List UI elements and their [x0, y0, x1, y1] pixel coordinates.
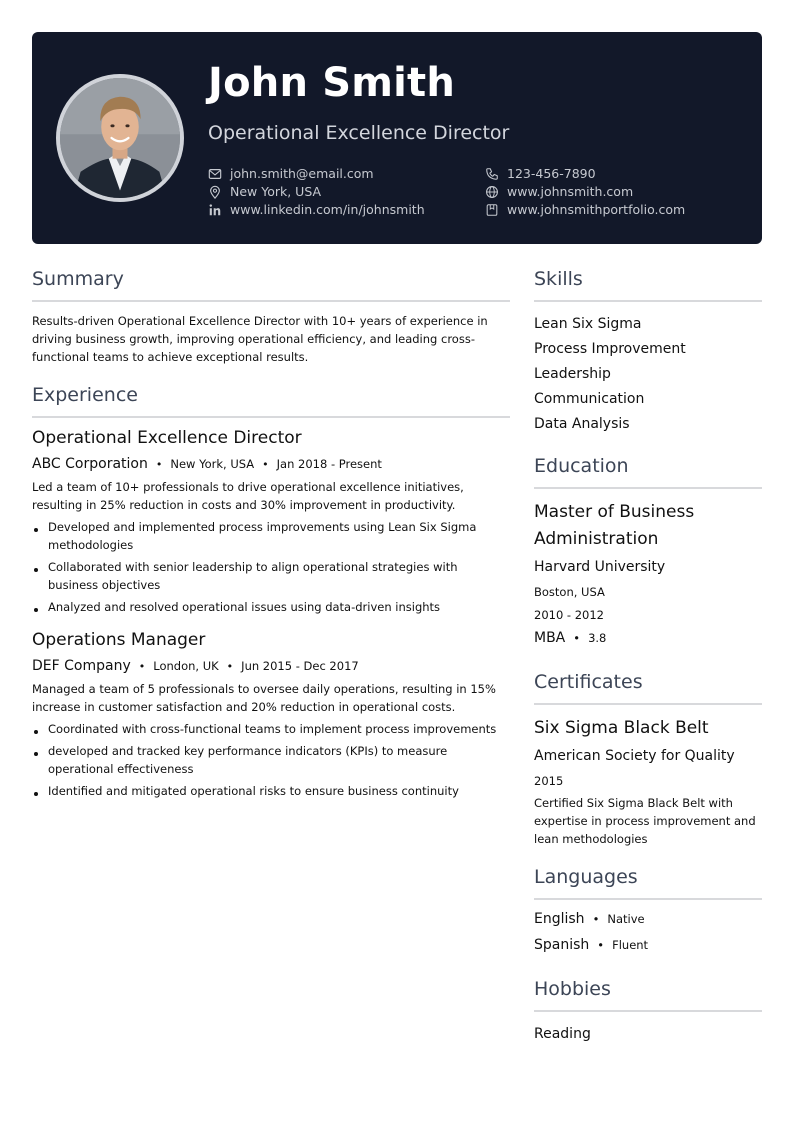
- candidate-title: Operational Excellence Director: [208, 122, 510, 144]
- job-bullet: Analyzed and resolved operational issues using data-driven insights: [32, 598, 510, 616]
- separator-dot: •: [573, 631, 581, 645]
- hobbies-heading: Hobbies: [534, 978, 762, 1012]
- summary-heading: Summary: [32, 268, 510, 302]
- language-level: Fluent: [612, 938, 649, 952]
- skill-item: Communication: [534, 391, 645, 407]
- skill-item: Leadership: [534, 366, 611, 382]
- experience-section: [32, 384, 510, 800]
- main-column: [32, 268, 510, 804]
- job-bullet: Identified and mitigated operational risks to ensure business continuity: [32, 782, 510, 800]
- separator-dot: •: [592, 912, 600, 926]
- job-bullet: Collaborated with senior leadership to align operational strategies with business objectives: [32, 558, 510, 594]
- contact-website[interactable]: [485, 184, 633, 199]
- skills-heading: Skills: [534, 268, 762, 302]
- language-name: English: [534, 911, 585, 927]
- contact-linkedin[interactable]: [208, 202, 425, 217]
- contact-email-text: john.smith@email.com: [230, 166, 374, 181]
- hobby-item: Reading: [534, 1026, 591, 1042]
- job-location: London, UK: [153, 659, 219, 673]
- profile-photo: [56, 74, 184, 202]
- profile-photo-illustration: [60, 78, 180, 198]
- job-entry: [32, 428, 510, 616]
- experience-heading: Experience: [32, 384, 510, 418]
- job-meta: [32, 658, 510, 674]
- hobbies-section: [534, 978, 762, 1047]
- certificates-section: [534, 671, 762, 848]
- phone-icon: [485, 167, 499, 181]
- contact-portfolio[interactable]: [485, 202, 685, 217]
- separator-dot: •: [597, 938, 605, 952]
- education-degree: Master of Business Administration: [534, 502, 695, 549]
- job-company: ABC Corporation: [32, 456, 148, 472]
- separator-dot: •: [226, 660, 234, 673]
- separator-dot: •: [155, 458, 163, 471]
- contact-location-text: New York, USA: [230, 184, 322, 199]
- separator-dot: •: [138, 660, 146, 673]
- certificate-issuer: American Society for Quality: [534, 748, 735, 764]
- education-school: Harvard University: [534, 559, 666, 575]
- mail-icon: [208, 167, 222, 181]
- linkedin-icon: [208, 203, 222, 217]
- languages-section: [534, 866, 762, 954]
- sidebar-column: [534, 268, 762, 1047]
- job-dates: Jun 2015 - Dec 2017: [241, 659, 359, 673]
- education-location: Boston, USA: [534, 585, 605, 599]
- skill-item: Process Improvement: [534, 341, 686, 357]
- job-company: DEF Company: [32, 658, 131, 674]
- separator-dot: •: [262, 458, 269, 471]
- job-title: Operations Manager: [32, 630, 206, 650]
- skill-item: Lean Six Sigma: [534, 316, 642, 332]
- contact-location: [208, 184, 321, 199]
- job-meta: [32, 456, 510, 472]
- skill-item: Data Analysis: [534, 416, 630, 432]
- language-item: [534, 936, 762, 954]
- job-bullet: Developed and implemented process improvements using Lean Six Sigma methodologies: [32, 518, 510, 554]
- contact-phone[interactable]: [485, 166, 596, 181]
- education-gpa: 3.8: [588, 631, 607, 645]
- job-description: Led a team of 10+ professionals to drive operational excellence initiatives, resulting in 25% reduction in costs and 30% improvement in productivity.: [32, 480, 464, 512]
- education-dates: 2010 - 2012: [534, 608, 604, 622]
- job-location: New York, USA: [170, 457, 255, 471]
- education-heading: Education: [534, 455, 762, 489]
- job-bullets: [32, 720, 510, 800]
- languages-heading: Languages: [534, 866, 762, 900]
- education-section: [534, 455, 762, 647]
- education-degree-short: MBA: [534, 630, 566, 646]
- job-dates: Jan 2018 - Present: [276, 457, 382, 471]
- language-level: Native: [607, 912, 645, 926]
- contact-website-text: www.johnsmith.com: [507, 184, 634, 199]
- job-entry: [32, 630, 510, 800]
- certificate-name: Six Sigma Black Belt: [534, 718, 709, 738]
- summary-section: [32, 268, 510, 366]
- contact-portfolio-text: www.johnsmithportfolio.com: [507, 202, 686, 217]
- candidate-name: John Smith: [208, 60, 456, 106]
- resume-header: [32, 32, 762, 244]
- contact-phone-text: 123-456-7890: [507, 166, 596, 181]
- language-name: Spanish: [534, 937, 590, 953]
- globe-icon: [485, 185, 499, 199]
- job-title: Operational Excellence Director: [32, 428, 302, 448]
- job-bullets: [32, 518, 510, 616]
- contact-linkedin-text: www.linkedin.com/in/johnsmith: [230, 202, 425, 217]
- contact-email[interactable]: [208, 166, 374, 181]
- certificates-heading: Certificates: [534, 671, 762, 705]
- location-pin-icon: [208, 185, 222, 199]
- summary-text: Results-driven Operational Excellence Director with 10+ years of experience in driving business growth, improving operational efficiency, and leading cross-functional teams to achieve exceptional results.: [32, 314, 488, 364]
- education-degree-meta: [534, 629, 762, 647]
- job-bullet: developed and tracked key performance indicators (KPIs) to measure operational effectiveness: [32, 742, 510, 778]
- skills-section: [534, 268, 762, 437]
- certificate-description: Certified Six Sigma Black Belt with expertise in process improvement and lean methodologies: [534, 796, 756, 846]
- language-item: [534, 910, 762, 928]
- certificate-year: 2015: [534, 774, 564, 788]
- job-bullet: Coordinated with cross-functional teams to implement process improvements: [32, 720, 510, 738]
- job-description: Managed a team of 5 professionals to oversee daily operations, resulting in 15% increase in customer satisfaction and 20% reduction in operational costs.: [32, 682, 496, 714]
- portfolio-icon: [485, 203, 499, 217]
